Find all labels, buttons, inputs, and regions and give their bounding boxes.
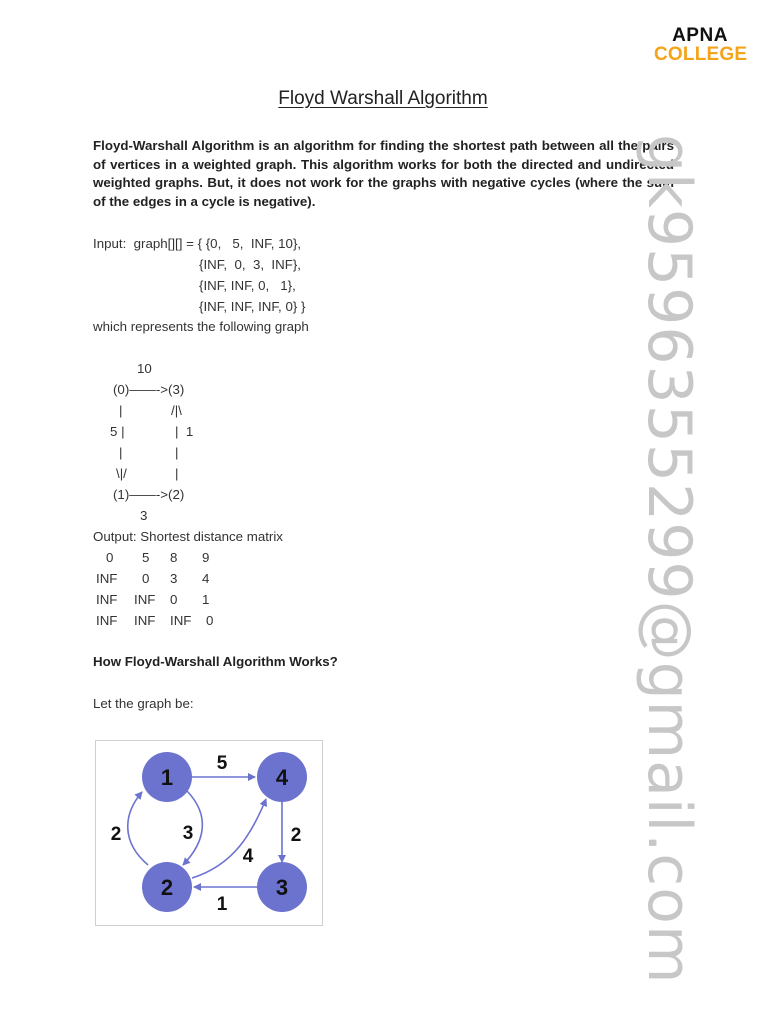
matrix-cell: 8: [170, 550, 178, 565]
matrix-cell: 0: [170, 592, 178, 607]
ascii-right-bar-2: |: [175, 445, 179, 460]
matrix-cell: INF: [96, 571, 118, 586]
node-label-3: 3: [275, 875, 289, 900]
matrix-cell: INF: [96, 613, 118, 628]
ascii-weight-1: | 1: [175, 424, 194, 439]
node-label-2: 2: [160, 875, 174, 900]
matrix-cell: 1: [202, 592, 210, 607]
intro-paragraph: Floyd-Warshall Algorithm is an algorithm for finding the shortest path between all the pairs of vertices in a weighted graph. This algorithm works for both the directed and undirected weighted graphs. But, it does not work for the graphs with negative cycles (where the sum of the edges in a cycle is negative).: [93, 138, 674, 210]
email-watermark: gk9596355299@gmail.com: [634, 134, 704, 985]
apna-college-logo: [654, 26, 746, 64]
input-caption: which represents the following graph: [93, 319, 309, 334]
page-title: Floyd Warshall Algorithm: [278, 88, 488, 109]
logo-line-college: COLLEGE: [654, 44, 748, 65]
matrix-cell: INF: [96, 592, 118, 607]
input-line-2: {INF, 0, 3, INF},: [199, 257, 301, 272]
ascii-up-arrow: /|\: [171, 403, 182, 418]
matrix-cell: 0: [206, 613, 214, 628]
ascii-weight-5: 5 |: [110, 424, 125, 439]
matrix-cell: 3: [170, 571, 178, 586]
matrix-cell: 0: [142, 571, 150, 586]
matrix-cell: INF: [170, 613, 192, 628]
weight-1-4: 5: [216, 753, 228, 774]
edge-2-4: [192, 799, 266, 878]
matrix-cell: 4: [202, 571, 210, 586]
weight-4-3: 2: [290, 825, 302, 846]
edge-2-1: [128, 792, 148, 865]
ascii-right-bar-3: |: [175, 466, 179, 481]
input-line-1: Input: graph[][] = { {0, 5, INF, 10},: [93, 236, 302, 251]
node-label-1: 1: [160, 765, 174, 790]
weight-3-2: 1: [216, 894, 228, 915]
ascii-row-bottom: (1)——->(2): [113, 487, 185, 502]
input-line-4: {INF, INF, INF, 0} }: [199, 299, 306, 314]
output-heading: Output: Shortest distance matrix: [93, 529, 283, 544]
ascii-weight-10: 10: [137, 361, 152, 376]
ascii-left-bar-1: |: [119, 403, 123, 418]
matrix-cell: 0: [106, 550, 114, 565]
input-line-3: {INF, INF, 0, 1},: [199, 278, 296, 293]
graph-svg: [96, 741, 322, 925]
weight-1-2: 3: [182, 823, 194, 844]
matrix-cell: 9: [202, 550, 210, 565]
matrix-cell: INF: [134, 613, 156, 628]
node-label-4: 4: [275, 765, 289, 790]
ascii-row-top: (0)——->(3): [113, 382, 185, 397]
how-it-works-heading: How Floyd-Warshall Algorithm Works?: [93, 654, 338, 669]
ascii-weight-3: 3: [140, 508, 148, 523]
weight-2-4: 4: [242, 846, 254, 867]
weight-2-1: 2: [110, 824, 122, 845]
ascii-left-bar-2: |: [119, 445, 123, 460]
matrix-cell: 5: [142, 550, 150, 565]
graph-figure: [95, 740, 323, 926]
logo-line-apna: APNA: [672, 25, 728, 46]
matrix-cell: INF: [134, 592, 156, 607]
ascii-down-arrow: \|/: [116, 466, 127, 481]
let-graph-caption: Let the graph be:: [93, 696, 194, 711]
